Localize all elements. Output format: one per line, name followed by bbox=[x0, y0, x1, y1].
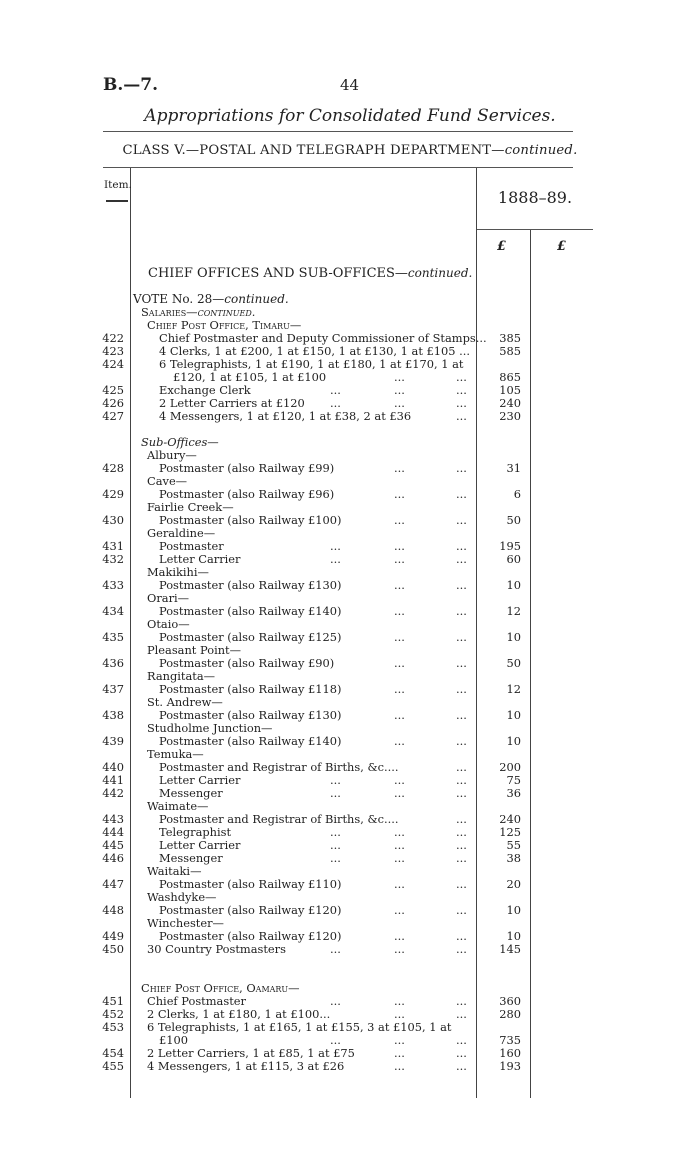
row-text: Salaries— bbox=[141, 305, 198, 319]
table-row: 455 4 Messengers, 1 at £115, 3 at £26 ... ... 193 bbox=[102, 1059, 521, 1073]
item-number: 422 bbox=[102, 331, 124, 345]
row-text: Chief Postmaster bbox=[147, 994, 246, 1008]
row-text: Postmaster (also Railway £99) bbox=[159, 461, 335, 475]
row-text: 4 Messengers, 1 at £115, 3 at £26 bbox=[147, 1059, 345, 1073]
row-text: Postmaster bbox=[159, 539, 224, 553]
table-row: 434 Postmaster (also Railway £140) ... ... 12 bbox=[102, 604, 521, 618]
row-suffix: continued. bbox=[224, 292, 289, 306]
year-header: 1888–89. bbox=[497, 188, 573, 207]
row-text: Albury— bbox=[147, 448, 197, 462]
table-row bbox=[0, 1021, 700, 1034]
table-row: 425 Exchange Clerk ... ... ... 105 bbox=[102, 383, 521, 397]
row-amount: 12 bbox=[506, 604, 521, 618]
item-number: 444 bbox=[102, 825, 124, 839]
row-amount: 385 bbox=[499, 331, 521, 345]
table-row: 441 Letter Carrier ... ... ... 75 bbox=[102, 773, 521, 787]
row-text: Postmaster (also Railway £110) bbox=[159, 877, 342, 891]
row-text: 4 Messengers, 1 at £120, 1 at £38, 2 at £36 bbox=[159, 409, 412, 423]
item-number: 443 bbox=[102, 812, 124, 826]
table-row: 437 Postmaster (also Railway £118) ... ... 12 bbox=[102, 682, 521, 696]
row-amount: 735 bbox=[499, 1033, 521, 1047]
row-amount: 55 bbox=[506, 838, 521, 852]
table-row: 440 Postmaster and Registrar of Births, &c.... ... 200 bbox=[102, 760, 521, 774]
table-row bbox=[0, 423, 700, 436]
row-amount: 12 bbox=[506, 682, 521, 696]
page-subtitle: Appropriations for Consolidated Fund Services. bbox=[144, 106, 556, 126]
row-text: VOTE No. 28— bbox=[133, 292, 225, 306]
item-column-header: Item. bbox=[104, 179, 132, 191]
row-amount: 360 bbox=[499, 994, 521, 1008]
item-number: 424 bbox=[102, 357, 124, 371]
row-amount: 145 bbox=[499, 942, 521, 956]
row-text: Sub-Offices— bbox=[141, 435, 219, 449]
row-amount: 195 bbox=[499, 539, 521, 553]
item-number: 423 bbox=[102, 344, 124, 358]
top-rule bbox=[103, 131, 573, 132]
row-text: Postmaster (also Railway £140) bbox=[159, 734, 342, 748]
row-text: St. Andrew— bbox=[147, 695, 223, 709]
row-text: 6 Telegraphists, 1 at £165, 1 at £155, 3 at £105, 1 at bbox=[147, 1020, 452, 1034]
table-row: 445 Letter Carrier ... ... ... 55 bbox=[102, 838, 521, 852]
item-number: 448 bbox=[102, 903, 124, 917]
row-text: Chief Post Office, Timaru— bbox=[147, 318, 302, 332]
row-amount: 200 bbox=[499, 760, 521, 774]
item-number: 446 bbox=[102, 851, 124, 865]
table-row: 448 Postmaster (also Railway £120) ... ... 10 bbox=[102, 903, 521, 917]
row-text: Postmaster (also Railway £130) bbox=[159, 708, 342, 722]
document-code: B.—7. bbox=[103, 75, 159, 95]
item-number: 442 bbox=[102, 786, 124, 800]
row-text: Fairlie Creek— bbox=[147, 500, 234, 514]
row-text: Letter Carrier bbox=[159, 838, 241, 852]
table-row: 454 2 Letter Carriers, 1 at £85, 1 at £75 ... ... 160 bbox=[102, 1046, 521, 1060]
table-row: 426 2 Letter Carriers at £120 ... ... ... 240 bbox=[102, 396, 521, 410]
pound-sign-col1: £ bbox=[497, 239, 507, 254]
row-amount: 10 bbox=[506, 734, 521, 748]
row-description bbox=[147, 1060, 344, 1073]
row-description bbox=[159, 410, 411, 423]
row-text: Exchange Clerk bbox=[159, 383, 251, 397]
item-number: 453 bbox=[102, 1020, 124, 1034]
row-text: Postmaster and Registrar of Births, &c.... bbox=[159, 812, 399, 826]
table-row: 428 Postmaster (also Railway £99) ... ... 31 bbox=[102, 461, 521, 475]
row-amount: 125 bbox=[499, 825, 521, 839]
row-amount: 160 bbox=[499, 1046, 521, 1060]
table-row bbox=[0, 956, 700, 969]
class-title-suffix: continued. bbox=[504, 143, 578, 158]
row-text: Postmaster (also Railway £120) bbox=[159, 903, 342, 917]
row-text: Postmaster (also Railway £90) bbox=[159, 656, 335, 670]
row-text: Orari— bbox=[147, 591, 190, 605]
table-row: 429 Postmaster (also Railway £96) ... ... 6 bbox=[102, 487, 521, 501]
row-amount: 865 bbox=[499, 370, 521, 384]
row-amount: 50 bbox=[506, 513, 521, 527]
table-row: 431 Postmaster ... ... ... 195 bbox=[102, 539, 521, 553]
row-amount: 240 bbox=[499, 396, 521, 410]
row-text: 6 Telegraphists, 1 at £190, 1 at £180, 1 at £170, 1 at bbox=[159, 357, 464, 371]
item-number: 455 bbox=[102, 1059, 124, 1073]
row-text: £120, 1 at £105, 1 at £100 bbox=[173, 370, 327, 384]
row-amount: 10 bbox=[506, 578, 521, 592]
table-row: 447 Postmaster (also Railway £110) ... ... 20 bbox=[102, 877, 521, 891]
section-title-suffix: continued. bbox=[407, 266, 473, 280]
row-amount: 230 bbox=[499, 409, 521, 423]
item-number: 429 bbox=[102, 487, 124, 501]
row-suffix: continued. bbox=[197, 305, 256, 319]
row-amount: 240 bbox=[499, 812, 521, 826]
row-text: Telegraphist bbox=[159, 825, 232, 839]
row-text: Pleasant Point— bbox=[147, 643, 242, 657]
section-title bbox=[148, 266, 472, 281]
row-text: Chief Post Office, Oamaru— bbox=[141, 981, 300, 995]
item-number: 434 bbox=[102, 604, 124, 618]
table-row bbox=[0, 969, 700, 982]
section-title-main: CHIEF OFFICES AND SUB-OFFICES— bbox=[148, 266, 408, 281]
item-number: 432 bbox=[102, 552, 124, 566]
item-number: 450 bbox=[102, 942, 124, 956]
item-number: 445 bbox=[102, 838, 124, 852]
pound-sign-col2: £ bbox=[557, 239, 567, 254]
table-row: 443 Postmaster and Registrar of Births, &c.... ... 240 bbox=[102, 812, 521, 826]
table-row: 439 Postmaster (also Railway £140) ... ... 10 bbox=[102, 734, 521, 748]
item-number: 430 bbox=[102, 513, 124, 527]
row-amount: 6 bbox=[513, 487, 521, 501]
class-title-main: CLASS V.—POSTAL AND TELEGRAPH DEPARTMENT— bbox=[122, 143, 505, 158]
row-text: 2 Letter Carriers at £120 bbox=[159, 396, 305, 410]
row-text: 2 Letter Carriers, 1 at £85, 1 at £75 bbox=[147, 1046, 355, 1060]
table-row: 433 Postmaster (also Railway £130) ... ... 10 bbox=[102, 578, 521, 592]
row-text: Postmaster (also Railway £130) bbox=[159, 578, 342, 592]
table-row: 442 Messenger ... ... ... 36 bbox=[102, 786, 521, 800]
table-row: 452 2 Clerks, 1 at £180, 1 at £100... ... ... 280 bbox=[102, 1007, 521, 1021]
table-row bbox=[0, 293, 700, 306]
item-header-underline bbox=[106, 200, 128, 202]
row-description bbox=[147, 1021, 452, 1034]
class-title bbox=[0, 143, 700, 158]
item-number: 452 bbox=[102, 1007, 124, 1021]
row-text: Chief Postmaster and Deputy Commissioner of Stamps... bbox=[159, 331, 487, 345]
item-number: 441 bbox=[102, 773, 124, 787]
row-text: Postmaster (also Railway £125) bbox=[159, 630, 342, 644]
page-number: 44 bbox=[340, 76, 360, 94]
table-row: 449 Postmaster (also Railway £120) ... ... 10 bbox=[102, 929, 521, 943]
table-row bbox=[0, 358, 700, 371]
row-text: 2 Clerks, 1 at £180, 1 at £100... bbox=[147, 1007, 331, 1021]
row-amount: 38 bbox=[506, 851, 521, 865]
item-number: 439 bbox=[102, 734, 124, 748]
row-text: Makikihi— bbox=[147, 565, 209, 579]
row-amount: 10 bbox=[506, 903, 521, 917]
item-number: 447 bbox=[102, 877, 124, 891]
item-number: 454 bbox=[102, 1046, 124, 1060]
row-text: Washdyke— bbox=[147, 890, 217, 904]
row-amount: 31 bbox=[506, 461, 521, 475]
row-text: Postmaster (also Railway £100) bbox=[159, 513, 342, 527]
row-amount: 585 bbox=[499, 344, 521, 358]
item-number: 433 bbox=[102, 578, 124, 592]
row-text: Otaio— bbox=[147, 617, 190, 631]
row-amount: 193 bbox=[499, 1059, 521, 1073]
item-number: 438 bbox=[102, 708, 124, 722]
row-text: 4 Clerks, 1 at £200, 1 at £150, 1 at £130, 1 at £105 ... bbox=[159, 344, 470, 358]
item-number: 449 bbox=[102, 929, 124, 943]
row-text: £100 bbox=[159, 1033, 188, 1047]
row-text: Waimate— bbox=[147, 799, 209, 813]
item-number: 427 bbox=[102, 409, 124, 423]
table-row: 451 Chief Postmaster ... ... ... 360 bbox=[102, 994, 521, 1008]
table-row: 432 Letter Carrier ... ... ... 60 bbox=[102, 552, 521, 566]
table-row: 427 4 Messengers, 1 at £120, 1 at £38, 2 at £36 ... 230 bbox=[102, 409, 521, 423]
table-row: £100 ... ... ... 735 bbox=[159, 1033, 521, 1047]
row-amount: 75 bbox=[506, 773, 521, 787]
row-text: Postmaster (also Railway £118) bbox=[159, 682, 342, 696]
row-text: 30 Country Postmasters bbox=[147, 942, 286, 956]
row-text: Letter Carrier bbox=[159, 552, 241, 566]
item-number: 451 bbox=[102, 994, 124, 1008]
row-text: Postmaster and Registrar of Births, &c.... bbox=[159, 760, 399, 774]
table-row: £120, 1 at £105, 1 at £100 ... ... 865 bbox=[173, 370, 521, 384]
row-amount: 20 bbox=[506, 877, 521, 891]
item-number: 428 bbox=[102, 461, 124, 475]
table-row bbox=[0, 306, 700, 319]
year-rule bbox=[477, 229, 593, 230]
table-row: 444 Telegraphist ... ... ... 125 bbox=[102, 825, 521, 839]
row-amount: 60 bbox=[506, 552, 521, 566]
row-text: Temuka— bbox=[147, 747, 204, 761]
item-number: 440 bbox=[102, 760, 124, 774]
row-description bbox=[147, 943, 286, 956]
row-amount: 10 bbox=[506, 630, 521, 644]
table-row: 430 Postmaster (also Railway £100) ... ... 50 bbox=[102, 513, 521, 527]
row-text: Rangitata— bbox=[147, 669, 216, 683]
table-row: 435 Postmaster (also Railway £125) ... ... 10 bbox=[102, 630, 521, 644]
row-text: Postmaster (also Railway £96) bbox=[159, 487, 335, 501]
row-text: Studholme Junction— bbox=[147, 721, 273, 735]
row-text: Messenger bbox=[159, 851, 223, 865]
row-text: Cave— bbox=[147, 474, 188, 488]
item-number: 437 bbox=[102, 682, 124, 696]
item-number: 431 bbox=[102, 539, 124, 553]
table-row: 438 Postmaster (also Railway £130) ... ... 10 bbox=[102, 708, 521, 722]
row-text: Geraldine— bbox=[147, 526, 216, 540]
row-amount: 105 bbox=[499, 383, 521, 397]
row-amount: 36 bbox=[506, 786, 521, 800]
item-number: 425 bbox=[102, 383, 124, 397]
row-amount: 10 bbox=[506, 929, 521, 943]
row-text: Postmaster (also Railway £140) bbox=[159, 604, 342, 618]
table-top-rule bbox=[103, 167, 573, 168]
table-row: 450 30 Country Postmasters ... ... ... 145 bbox=[102, 942, 521, 956]
row-amount: 10 bbox=[506, 708, 521, 722]
row-text: Winchester— bbox=[147, 916, 224, 930]
row-amount: 50 bbox=[506, 656, 521, 670]
row-text: Letter Carrier bbox=[159, 773, 241, 787]
item-number: 426 bbox=[102, 396, 124, 410]
row-amount: 280 bbox=[499, 1007, 521, 1021]
table-row bbox=[0, 436, 700, 449]
row-text: Postmaster (also Railway £120) bbox=[159, 929, 342, 943]
item-number: 436 bbox=[102, 656, 124, 670]
row-text: Messenger bbox=[159, 786, 223, 800]
table-row: 436 Postmaster (also Railway £90) ... ... 50 bbox=[102, 656, 521, 670]
table-row: 446 Messenger ... ... ... 38 bbox=[102, 851, 521, 865]
row-text: Waitaki— bbox=[147, 864, 202, 878]
item-number: 435 bbox=[102, 630, 124, 644]
